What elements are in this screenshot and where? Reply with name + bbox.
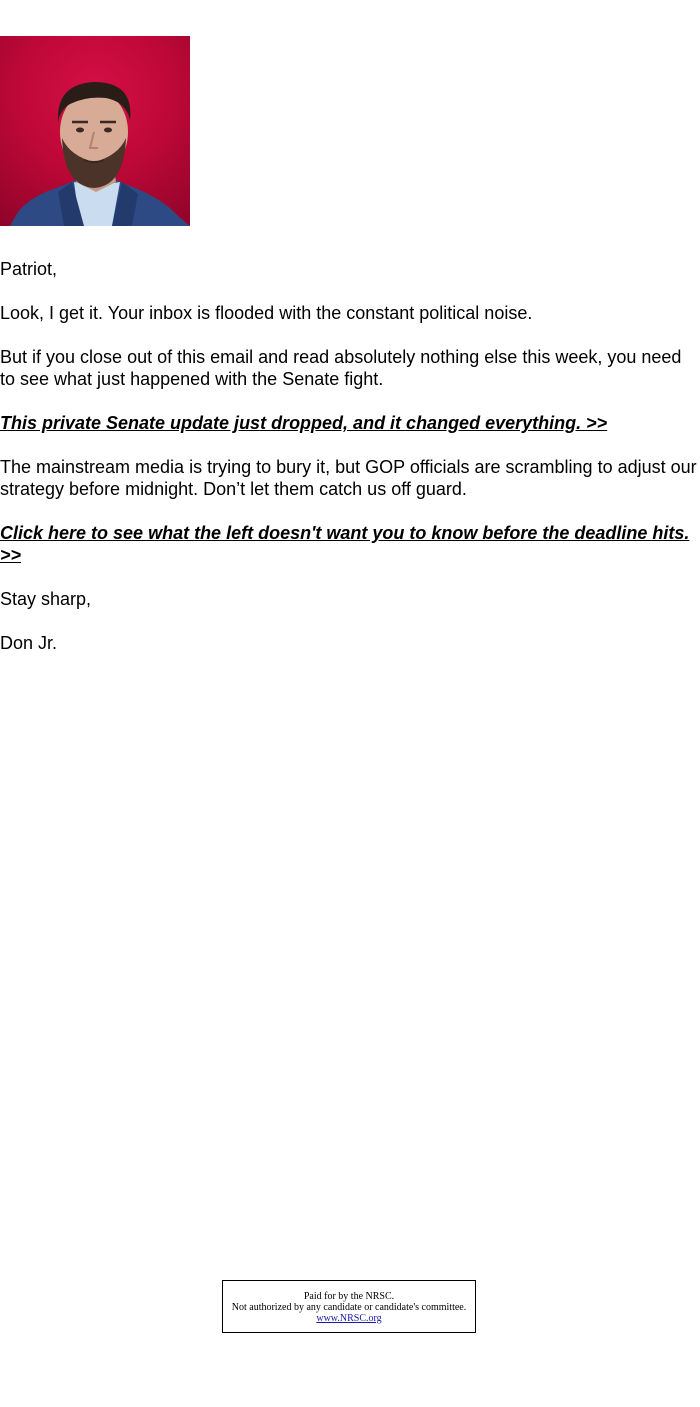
nrsc-website-link[interactable]: www.NRSC.org: [316, 1313, 382, 1324]
body-paragraph-2: The mainstream media is trying to bury it, but GOP officials are scrambling to adjust our strategy before midnight. Don’t let them catch us off guard.: [0, 457, 697, 499]
paid-for-text: Paid for by the NRSC.: [303, 1291, 395, 1302]
deadline-link[interactable]: Click here to see what the left doesn't want you to know before the deadline hits. >>: [0, 523, 690, 565]
closing-line: Stay sharp,: [0, 589, 92, 609]
greeting: Patriot,: [0, 259, 58, 279]
not-authorized-text: Not authorized by any candidate or candidate's committee.: [231, 1302, 467, 1313]
body-paragraph: But if you close out of this email and read absolutely nothing else this week, you need to see what just happened with the Senate fight.: [0, 347, 682, 389]
cta-paragraph-2: [0, 522, 698, 566]
website-line: [223, 1313, 475, 1324]
portrait-photo-icon: [0, 36, 190, 226]
signature: Don Jr.: [0, 633, 58, 653]
intro-paragraph: Look, I get it. Your inbox is flooded with the constant political noise.: [0, 303, 533, 323]
email-body: [0, 258, 698, 676]
paid-for-disclaimer-box: [222, 1280, 476, 1333]
cta-paragraph-1: [0, 412, 698, 434]
senate-update-link[interactable]: This private Senate update just dropped, and it changed everything. >>: [0, 413, 608, 433]
header-portrait-image: [0, 36, 190, 226]
